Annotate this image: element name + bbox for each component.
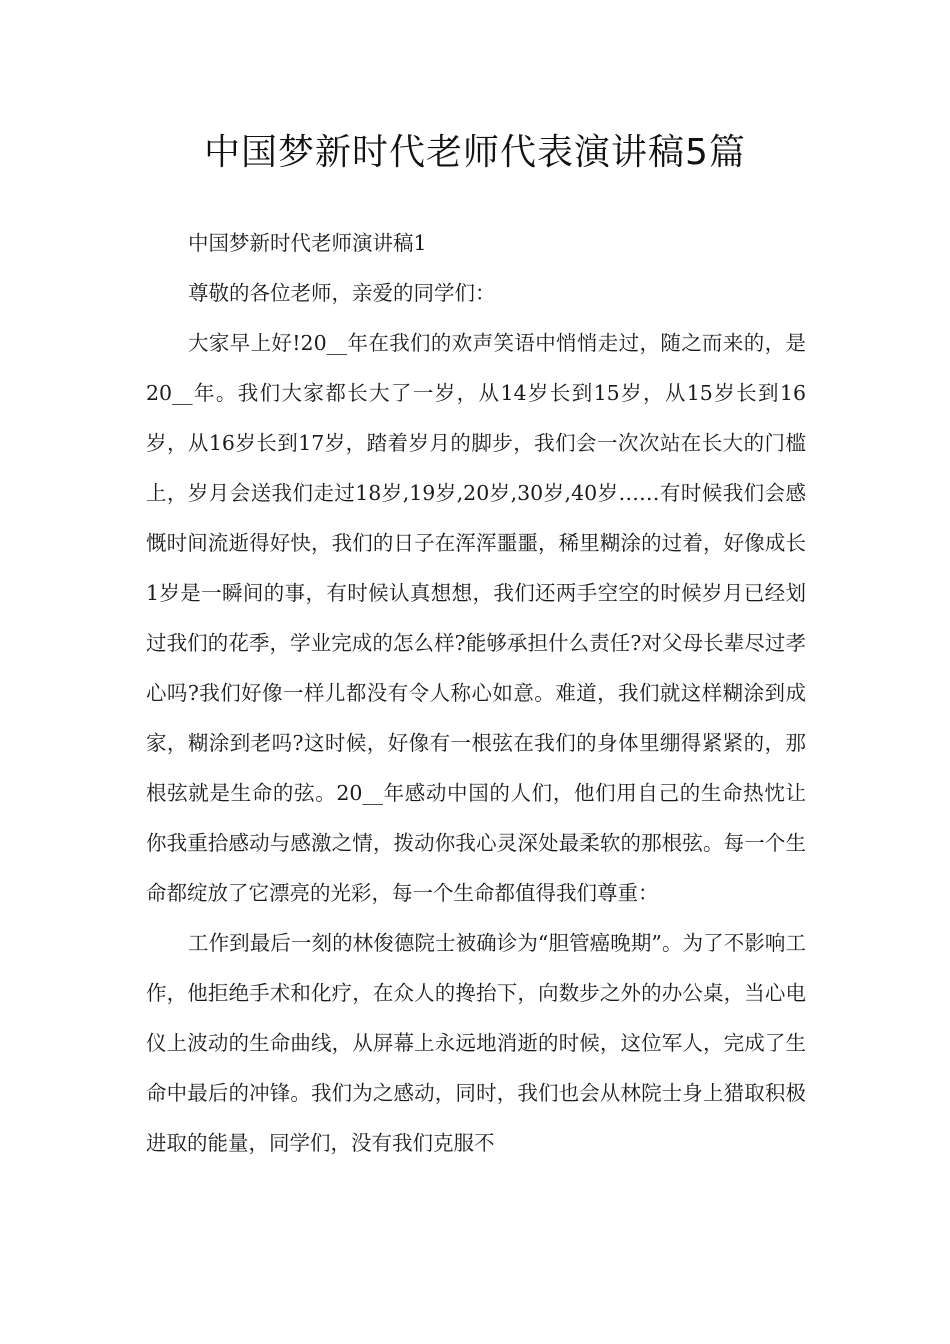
- section-heading: 中国梦新时代老师演讲稿1: [188, 231, 427, 255]
- body-paragraph: 工作到最后一刻的林俊德院士被确诊为“胆管癌晚期”。为了不影响工作，他拒绝手术和化疗，在众人的搀抬下，向数步之外的办公桌，当心电仪上波动的生命曲线，从屏幕上永远地消逝的时候，这位军人，完成了生命中最后的冲锋。我们为之感动，同时，我们也会从林院士身上猎取积极进取的能量，同学们，没有我们克服不: [146, 931, 806, 1155]
- document-title: 中国梦新时代老师代表演讲稿5篇: [204, 132, 746, 173]
- greeting-line: 尊敬的各位老师，亲爱的同学们：: [188, 281, 496, 305]
- body-paragraph: 大家早上好!20__年在我们的欢声笑语中悄悄走过，随之而来的，是20__年。我们大家都长大了一岁，从14岁长到15岁，从15岁长到16岁，从16岁长到17岁，踏着岁月的脚步，我们会一次次站在长大的门槛上，岁月会送我们走过18岁,19岁,20岁,30岁,40岁……有时候我们会感慨时间流逝得好快，我们的日子在浑浑噩噩，稀里糊涂的过着，好像成长1岁是一瞬间的事，有时候认真想想，我们还两手空空的时候岁月已经划过我们的花季，学业完成的怎么样?能够承担什么责任?对父母长辈尽过孝心吗?我们好像一样儿都没有令人称心如意。难道，我们就这样糊涂到成家，糊涂到老吗?这时候，好像有一根弦在我们的身体里绷得紧紧的，那根弦就是生命的弦。20__年感动中国的人们，他们用自己的生命热忱让你我重拾感动与感激之情，拨动你我心灵深处最柔软的那根弦。每一个生命都绽放了它漂亮的光彩，每一个生命都值得我们尊重：: [146, 331, 806, 905]
- document-body: [146, 218, 806, 1168]
